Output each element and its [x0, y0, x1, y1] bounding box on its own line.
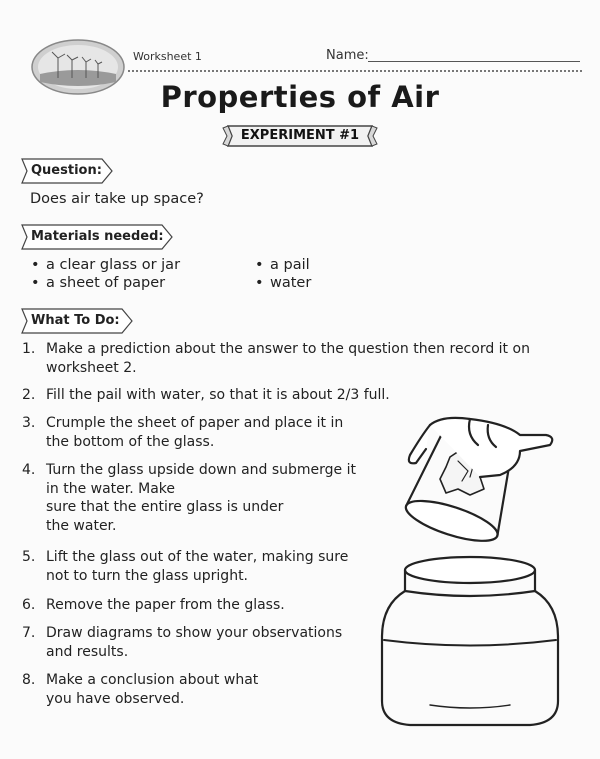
- step-item: [22, 624, 343, 660]
- header-divider: [128, 70, 582, 72]
- what-to-do-heading-tag: [18, 308, 134, 334]
- step-number: 6.: [22, 597, 36, 613]
- step-line: Crumple the sheet of paper and place it in: [46, 415, 344, 431]
- step-item: [22, 386, 390, 405]
- materials-heading: Materials needed:: [31, 229, 164, 244]
- step-item: [22, 548, 349, 584]
- step-line: the water.: [46, 517, 117, 534]
- step-number: 1.: [22, 341, 36, 357]
- what-to-do-heading: What To Do:: [31, 313, 120, 328]
- step-line: Turn the glass upside down and submerge it: [46, 462, 357, 478]
- step-number: 3.: [22, 415, 36, 431]
- step-line: not to turn the glass upright.: [46, 567, 249, 584]
- question-text: Does air take up space?: [30, 191, 204, 207]
- material-item: • water: [270, 274, 311, 292]
- question-heading: Question:: [31, 163, 102, 178]
- step-number: 5.: [22, 549, 36, 565]
- question-heading-tag: [18, 158, 114, 184]
- glass-and-jar-illustration: [370, 405, 570, 735]
- step-line: in the water. Make: [46, 480, 176, 497]
- step-line: and results.: [46, 643, 129, 660]
- step-item: [22, 461, 357, 534]
- step-item: [22, 414, 344, 450]
- step-line: Lift the glass out of the water, making sure: [46, 549, 349, 565]
- experiment-label: EXPERIMENT #1: [240, 128, 360, 143]
- step-line: Make a conclusion about what: [46, 672, 259, 688]
- name-field-line[interactable]: [368, 61, 580, 62]
- step-line: you have observed.: [46, 690, 185, 707]
- material-item: • a sheet of paper: [46, 274, 165, 292]
- materials-heading-tag: [18, 224, 174, 250]
- page-title: Properties of Air: [160, 80, 440, 114]
- step-item: [22, 671, 259, 707]
- material-item: • a pail: [270, 256, 310, 274]
- step-item: [22, 340, 530, 376]
- step-line: the bottom of the glass.: [46, 433, 215, 450]
- step-number: 4.: [22, 462, 36, 478]
- name-label: Name:: [326, 48, 369, 63]
- step-number: 7.: [22, 625, 36, 641]
- step-line: Remove the paper from the glass.: [46, 597, 285, 613]
- step-number: 8.: [22, 672, 36, 688]
- step-number: 2.: [22, 387, 36, 403]
- step-line: Draw diagrams to show your observations: [46, 625, 343, 641]
- step-line: Make a prediction about the answer to the question then record it on: [46, 341, 530, 357]
- step-line: sure that the entire glass is under: [46, 499, 284, 515]
- step-item: [22, 596, 285, 615]
- material-item: • a clear glass or jar: [46, 256, 180, 274]
- step-line: worksheet 2.: [46, 359, 137, 376]
- worksheet-number: Worksheet 1: [133, 50, 202, 63]
- step-line: Fill the pail with water, so that it is about 2/3 full.: [46, 387, 390, 403]
